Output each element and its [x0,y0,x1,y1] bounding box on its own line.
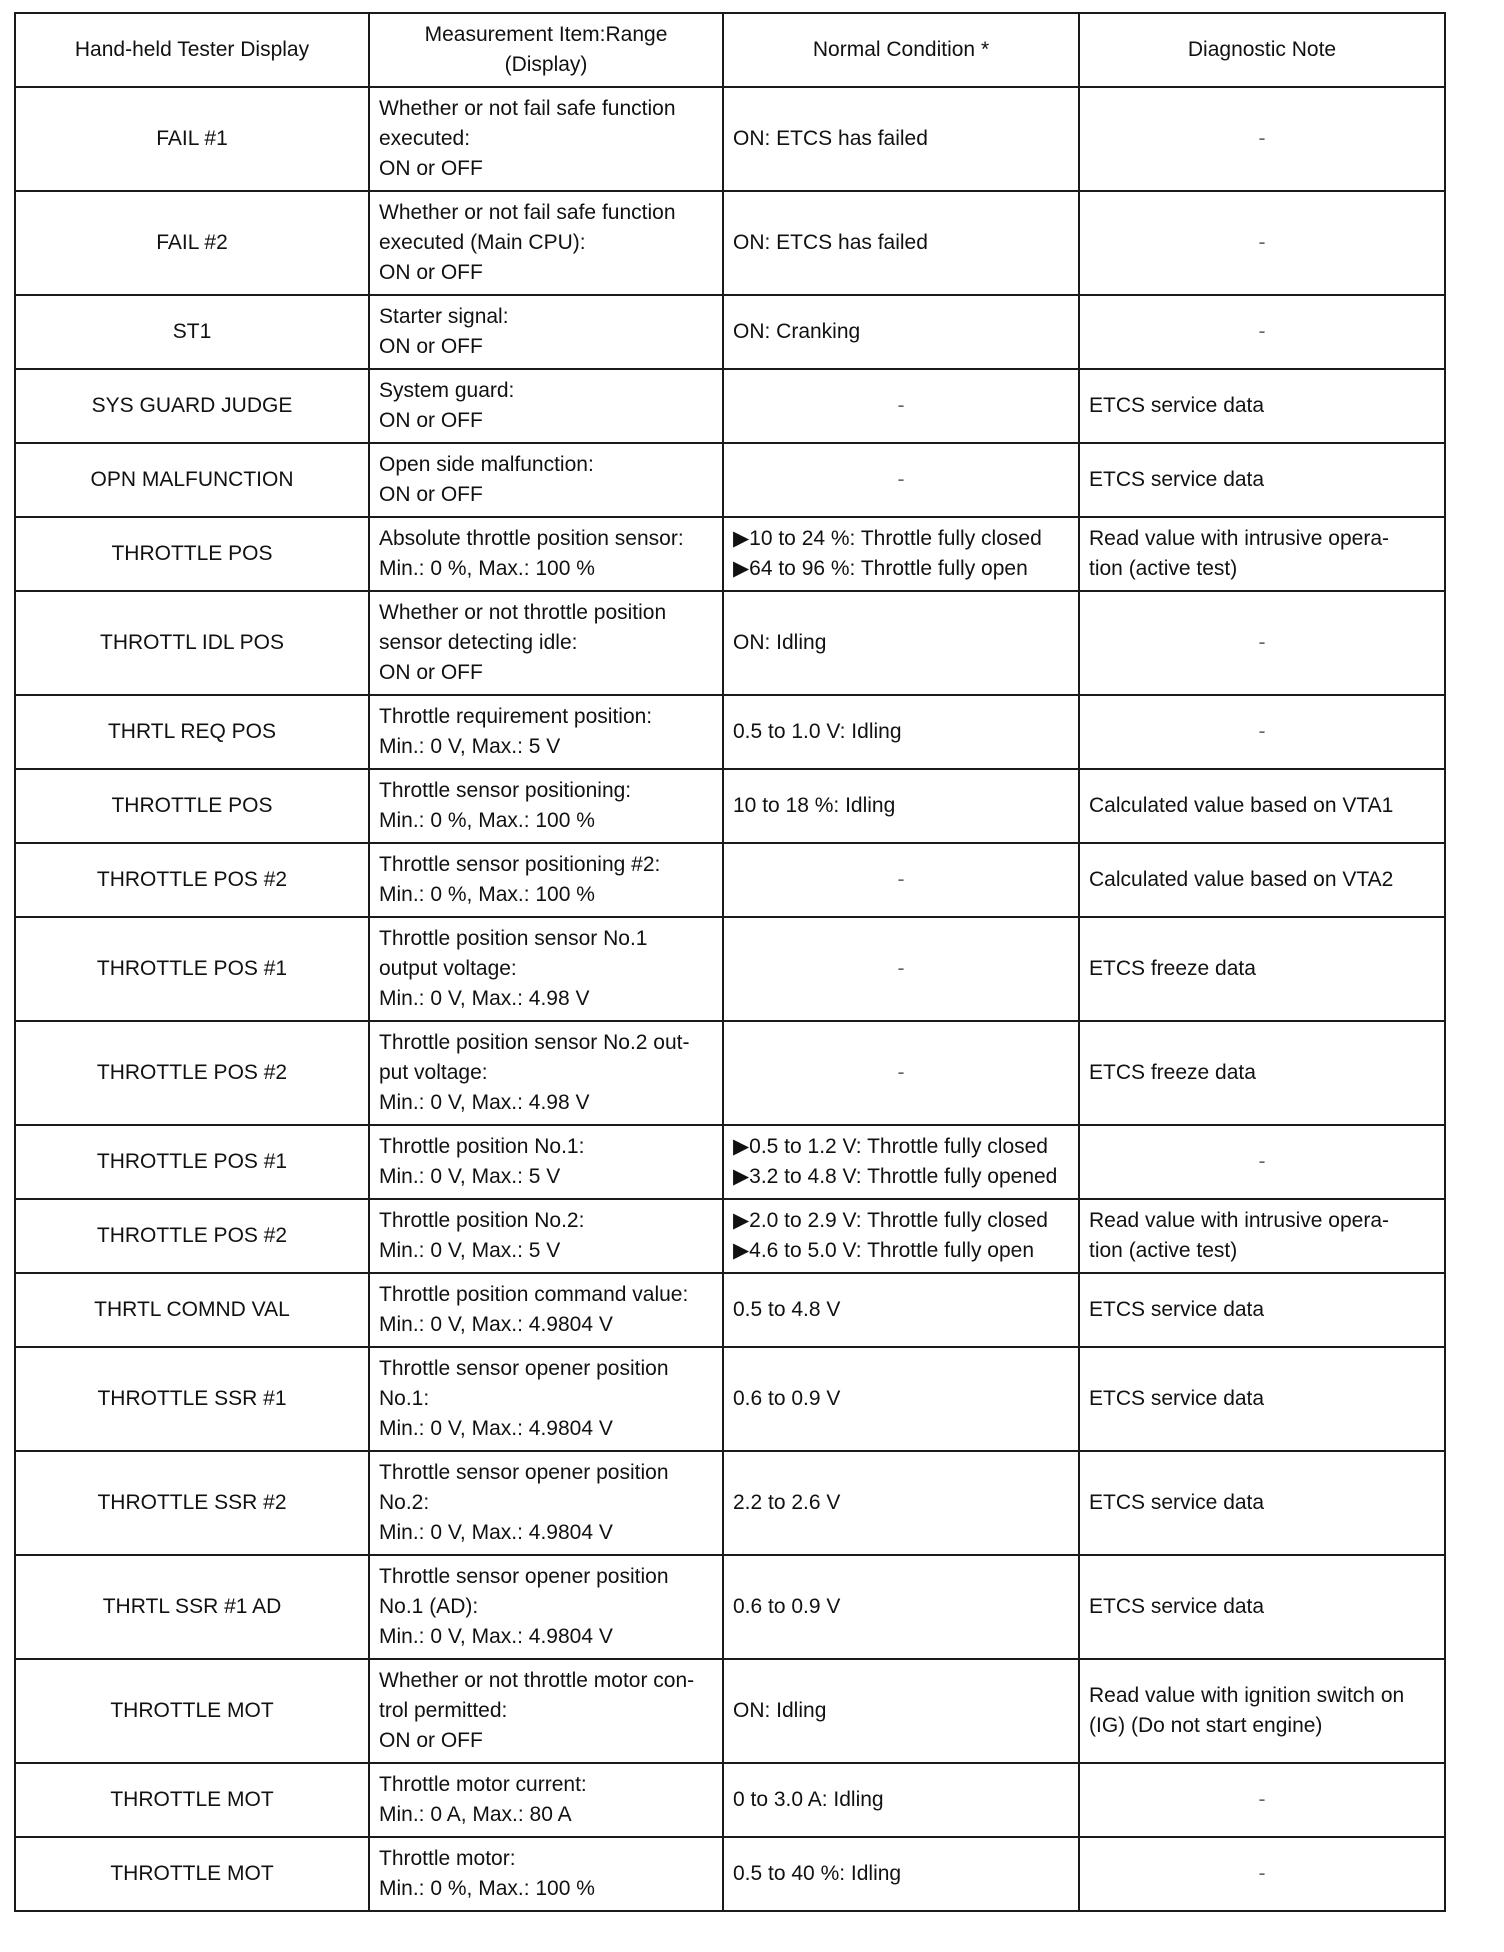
header-row [15,13,1445,87]
cell-normal-condition [723,1555,1079,1659]
cell-measurement-item [369,443,723,517]
cell-normal-condition-line: - [897,868,905,891]
cell-measurement-item-line: Whether or not fail safe function [379,97,676,120]
table-row [15,769,1445,843]
cell-normal-condition-line: 2.2 to 2.6 V [733,1491,841,1514]
cell-tester-display: FAIL #2 [15,191,369,295]
cell-diagnostic-note [1079,1659,1445,1763]
table-body [15,87,1445,1911]
cell-diagnostic-note-line: (IG) (Do not start engine) [1089,1714,1323,1737]
cell-normal-condition [723,1837,1079,1911]
table-row [15,1659,1445,1763]
cell-diagnostic-note [1079,369,1445,443]
table-row [15,591,1445,695]
table-row [15,1125,1445,1199]
cell-tester-display: THROTTL IDL POS [15,591,369,695]
cell-normal-condition [723,369,1079,443]
cell-measurement-item-line: Min.: 0 A, Max.: 80 A [379,1803,572,1826]
cell-measurement-item-line: ON or OFF [379,261,483,284]
cell-measurement-item-line: No.2: [379,1491,430,1514]
cell-normal-condition [723,1125,1079,1199]
cell-diagnostic-note-line: Calculated value based on VTA1 [1089,794,1394,817]
table-row [15,369,1445,443]
cell-tester-display: FAIL #1 [15,87,369,191]
cell-diagnostic-note-line: - [1258,1150,1266,1173]
cell-measurement-item-line: Throttle position No.2: [379,1209,585,1232]
cell-normal-condition [723,1273,1079,1347]
cell-normal-condition-line: 10 to 18 %: Idling [733,794,896,817]
cell-normal-condition-line: - [897,1061,905,1084]
cell-diagnostic-note-line: ETCS service data [1089,1491,1265,1514]
cell-measurement-item-line: ON or OFF [379,335,483,358]
cell-measurement-item-line: Min.: 0 V, Max.: 5 V [379,1165,561,1188]
cell-measurement-item [369,1659,723,1763]
cell-diagnostic-note [1079,295,1445,369]
cell-measurement-item [369,769,723,843]
cell-diagnostic-note [1079,1021,1445,1125]
cell-measurement-item-line: Throttle sensor positioning #2: [379,853,661,876]
cell-normal-condition-line: - [897,394,905,417]
cell-measurement-item-line: ON or OFF [379,409,483,432]
table-row [15,695,1445,769]
cell-measurement-item-line: Min.: 0 V, Max.: 4.98 V [379,1091,590,1114]
cell-normal-condition-line: ON: Idling [733,1699,827,1722]
cell-diagnostic-note [1079,1199,1445,1273]
table-row [15,1451,1445,1555]
cell-measurement-item [369,1451,723,1555]
cell-measurement-item [369,191,723,295]
cell-diagnostic-note [1079,769,1445,843]
table-row [15,191,1445,295]
cell-diagnostic-note-line: - [1258,720,1266,743]
cell-measurement-item [369,917,723,1021]
table-header [15,13,1445,87]
cell-diagnostic-note [1079,1125,1445,1199]
cell-diagnostic-note [1079,517,1445,591]
header-tester-display: Hand-held Tester Display [15,13,369,87]
table-row [15,1347,1445,1451]
cell-diagnostic-note [1079,1273,1445,1347]
cell-diagnostic-note [1079,443,1445,517]
cell-normal-condition [723,695,1079,769]
cell-measurement-item-line: Throttle motor current: [379,1773,587,1796]
table-row [15,517,1445,591]
cell-measurement-item [369,843,723,917]
cell-normal-condition-line: ▶3.2 to 4.8 V: Throttle fully opened [733,1165,1058,1188]
cell-normal-condition-line: ON: Idling [733,631,827,654]
table-row [15,1199,1445,1273]
cell-diagnostic-note [1079,1763,1445,1837]
cell-diagnostic-note [1079,1555,1445,1659]
cell-measurement-item-line: Open side malfunction: [379,453,594,476]
cell-measurement-item-line: Throttle requirement position: [379,705,653,728]
table-row [15,843,1445,917]
cell-measurement-item-line: executed: [379,127,471,150]
cell-diagnostic-note-line: ETCS service data [1089,468,1265,491]
cell-measurement-item-line: Throttle position No.1: [379,1135,585,1158]
header-normal-condition: Normal Condition * [723,13,1079,87]
cell-diagnostic-note [1079,1451,1445,1555]
cell-diagnostic-note-line: Read value with intrusive opera- [1089,527,1389,550]
cell-diagnostic-note-line: ETCS service data [1089,1298,1265,1321]
cell-diagnostic-note [1079,1347,1445,1451]
table-row [15,87,1445,191]
cell-diagnostic-note-line: - [1258,231,1266,254]
cell-measurement-item-line: Min.: 0 %, Max.: 100 % [379,883,595,906]
cell-measurement-item-line: sensor detecting idle: [379,631,578,654]
table-row [15,1763,1445,1837]
cell-tester-display: THRTL REQ POS [15,695,369,769]
cell-measurement-item-line: Min.: 0 %, Max.: 100 % [379,809,595,832]
cell-normal-condition [723,1659,1079,1763]
cell-normal-condition-line: ON: ETCS has failed [733,231,928,254]
cell-measurement-item-line: trol permitted: [379,1699,508,1722]
cell-tester-display: THROTTLE POS [15,517,369,591]
cell-normal-condition-line: 0 to 3.0 A: Idling [733,1788,884,1811]
cell-diagnostic-note-line: Calculated value based on VTA2 [1089,868,1394,891]
table-row [15,917,1445,1021]
cell-tester-display: THROTTLE POS [15,769,369,843]
cell-normal-condition-line: - [897,957,905,980]
cell-diagnostic-note [1079,843,1445,917]
cell-normal-condition-line: - [897,468,905,491]
cell-normal-condition-line: ON: Cranking [733,320,861,343]
cell-measurement-item-line: Min.: 0 %, Max.: 100 % [379,1877,595,1900]
cell-measurement-item [369,1021,723,1125]
cell-diagnostic-note-line: tion (active test) [1089,1239,1238,1262]
cell-measurement-item-line: Min.: 0 V, Max.: 4.9804 V [379,1417,613,1440]
cell-measurement-item [369,1125,723,1199]
cell-measurement-item [369,369,723,443]
cell-diagnostic-note [1079,87,1445,191]
cell-measurement-item-line: Min.: 0 V, Max.: 4.9804 V [379,1313,613,1336]
cell-diagnostic-note [1079,1837,1445,1911]
cell-tester-display: THROTTLE POS #2 [15,843,369,917]
cell-measurement-item-line: ON or OFF [379,483,483,506]
cell-measurement-item-line: Min.: 0 V, Max.: 5 V [379,735,561,758]
cell-normal-condition [723,1347,1079,1451]
cell-normal-condition [723,1021,1079,1125]
cell-tester-display: THROTTLE POS #2 [15,1021,369,1125]
cell-normal-condition-line: 0.5 to 4.8 V [733,1298,841,1321]
cell-measurement-item-line: output voltage: [379,957,517,980]
cell-tester-display: THROTTLE SSR #1 [15,1347,369,1451]
cell-tester-display: THROTTLE POS #1 [15,1125,369,1199]
cell-diagnostic-note [1079,191,1445,295]
table-row [15,1837,1445,1911]
header-measurement-item-line2: (Display) [504,53,588,76]
cell-measurement-item-line: put voltage: [379,1061,488,1084]
cell-measurement-item-line: Min.: 0 V, Max.: 4.9804 V [379,1625,613,1648]
cell-measurement-item [369,1837,723,1911]
cell-diagnostic-note-line: ETCS service data [1089,1387,1265,1410]
cell-normal-condition [723,917,1079,1021]
cell-measurement-item [369,1273,723,1347]
header-diagnostic-note: Diagnostic Note [1079,13,1445,87]
cell-measurement-item [369,1763,723,1837]
cell-tester-display: THRTL SSR #1 AD [15,1555,369,1659]
cell-tester-display: THRTL COMND VAL [15,1273,369,1347]
cell-measurement-item-line: No.1 (AD): [379,1595,479,1618]
cell-normal-condition-line: 0.5 to 1.0 V: Idling [733,720,902,743]
data-list-table [14,12,1446,1912]
cell-normal-condition [723,517,1079,591]
cell-diagnostic-note-line: - [1258,1862,1266,1885]
cell-diagnostic-note-line: tion (active test) [1089,557,1238,580]
cell-normal-condition-line: ON: ETCS has failed [733,127,928,150]
cell-diagnostic-note-line: - [1258,127,1266,150]
cell-normal-condition [723,843,1079,917]
cell-measurement-item-line: Throttle sensor opener position [379,1357,669,1380]
cell-measurement-item-line: No.1: [379,1387,430,1410]
cell-normal-condition [723,87,1079,191]
cell-diagnostic-note [1079,917,1445,1021]
cell-measurement-item-line: Throttle position sensor No.2 out- [379,1031,690,1054]
cell-diagnostic-note [1079,695,1445,769]
cell-measurement-item-line: ON or OFF [379,1729,483,1752]
table-row [15,295,1445,369]
cell-diagnostic-note-line: - [1258,631,1266,654]
cell-measurement-item-line: Min.: 0 V, Max.: 4.98 V [379,987,590,1010]
cell-normal-condition-line: 0.6 to 0.9 V [733,1387,841,1410]
cell-tester-display: THROTTLE SSR #2 [15,1451,369,1555]
cell-measurement-item-line: Absolute throttle position sensor: [379,527,684,550]
cell-normal-condition [723,591,1079,695]
table-row [15,1273,1445,1347]
cell-diagnostic-note-line: - [1258,1788,1266,1811]
cell-measurement-item-line: Whether or not fail safe function [379,201,676,224]
cell-tester-display: THROTTLE POS #1 [15,917,369,1021]
table-row [15,1021,1445,1125]
cell-measurement-item-line: Throttle position sensor No.1 [379,927,648,950]
cell-normal-condition-line: ▶10 to 24 %: Throttle fully closed [733,527,1042,550]
cell-diagnostic-note-line: - [1258,320,1266,343]
cell-normal-condition-line: ▶4.6 to 5.0 V: Throttle fully open [733,1239,1034,1262]
cell-normal-condition [723,295,1079,369]
cell-measurement-item-line: ON or OFF [379,661,483,684]
cell-normal-condition [723,191,1079,295]
cell-measurement-item-line: Throttle sensor positioning: [379,779,632,802]
cell-tester-display: OPN MALFUNCTION [15,443,369,517]
cell-normal-condition [723,1451,1079,1555]
cell-normal-condition-line: ▶2.0 to 2.9 V: Throttle fully closed [733,1209,1048,1232]
cell-diagnostic-note-line: Read value with ignition switch on [1089,1684,1405,1707]
header-measurement-item [369,13,723,87]
cell-diagnostic-note [1079,591,1445,695]
cell-normal-condition [723,443,1079,517]
cell-measurement-item-line: ON or OFF [379,157,483,180]
cell-diagnostic-note-line: ETCS freeze data [1089,957,1256,980]
cell-diagnostic-note-line: ETCS service data [1089,1595,1265,1618]
cell-diagnostic-note-line: ETCS freeze data [1089,1061,1256,1084]
cell-measurement-item-line: Throttle position command value: [379,1283,689,1306]
cell-diagnostic-note-line: Read value with intrusive opera- [1089,1209,1389,1232]
cell-normal-condition-line: 0.5 to 40 %: Idling [733,1862,902,1885]
cell-normal-condition [723,769,1079,843]
cell-measurement-item [369,695,723,769]
cell-normal-condition-line: 0.6 to 0.9 V [733,1595,841,1618]
cell-measurement-item-line: Whether or not throttle motor con- [379,1669,695,1692]
cell-normal-condition-line: ▶64 to 96 %: Throttle fully open [733,557,1028,580]
cell-normal-condition [723,1199,1079,1273]
cell-measurement-item [369,517,723,591]
cell-tester-display: THROTTLE MOT [15,1659,369,1763]
cell-tester-display: THROTTLE MOT [15,1837,369,1911]
cell-measurement-item [369,295,723,369]
cell-measurement-item [369,591,723,695]
cell-measurement-item [369,87,723,191]
cell-tester-display: THROTTLE POS #2 [15,1199,369,1273]
table-row [15,443,1445,517]
cell-measurement-item-line: Throttle sensor opener position [379,1565,669,1588]
cell-measurement-item-line: Min.: 0 V, Max.: 4.9804 V [379,1521,613,1544]
cell-tester-display: ST1 [15,295,369,369]
cell-measurement-item-line: Whether or not throttle position [379,601,667,624]
cell-measurement-item-line: executed (Main CPU): [379,231,586,254]
cell-diagnostic-note-line: ETCS service data [1089,394,1265,417]
cell-tester-display: THROTTLE MOT [15,1763,369,1837]
cell-measurement-item [369,1347,723,1451]
cell-tester-display: SYS GUARD JUDGE [15,369,369,443]
cell-measurement-item [369,1555,723,1659]
cell-measurement-item [369,1199,723,1273]
cell-measurement-item-line: Starter signal: [379,305,509,328]
cell-measurement-item-line: Min.: 0 %, Max.: 100 % [379,557,595,580]
header-measurement-item-line1: Measurement Item:Range [424,23,668,46]
cell-measurement-item-line: System guard: [379,379,515,402]
cell-measurement-item-line: Min.: 0 V, Max.: 5 V [379,1239,561,1262]
table-row [15,1555,1445,1659]
cell-measurement-item-line: Throttle sensor opener position [379,1461,669,1484]
cell-normal-condition-line: ▶0.5 to 1.2 V: Throttle fully closed [733,1135,1048,1158]
cell-normal-condition [723,1763,1079,1837]
cell-measurement-item-line: Throttle motor: [379,1847,516,1870]
